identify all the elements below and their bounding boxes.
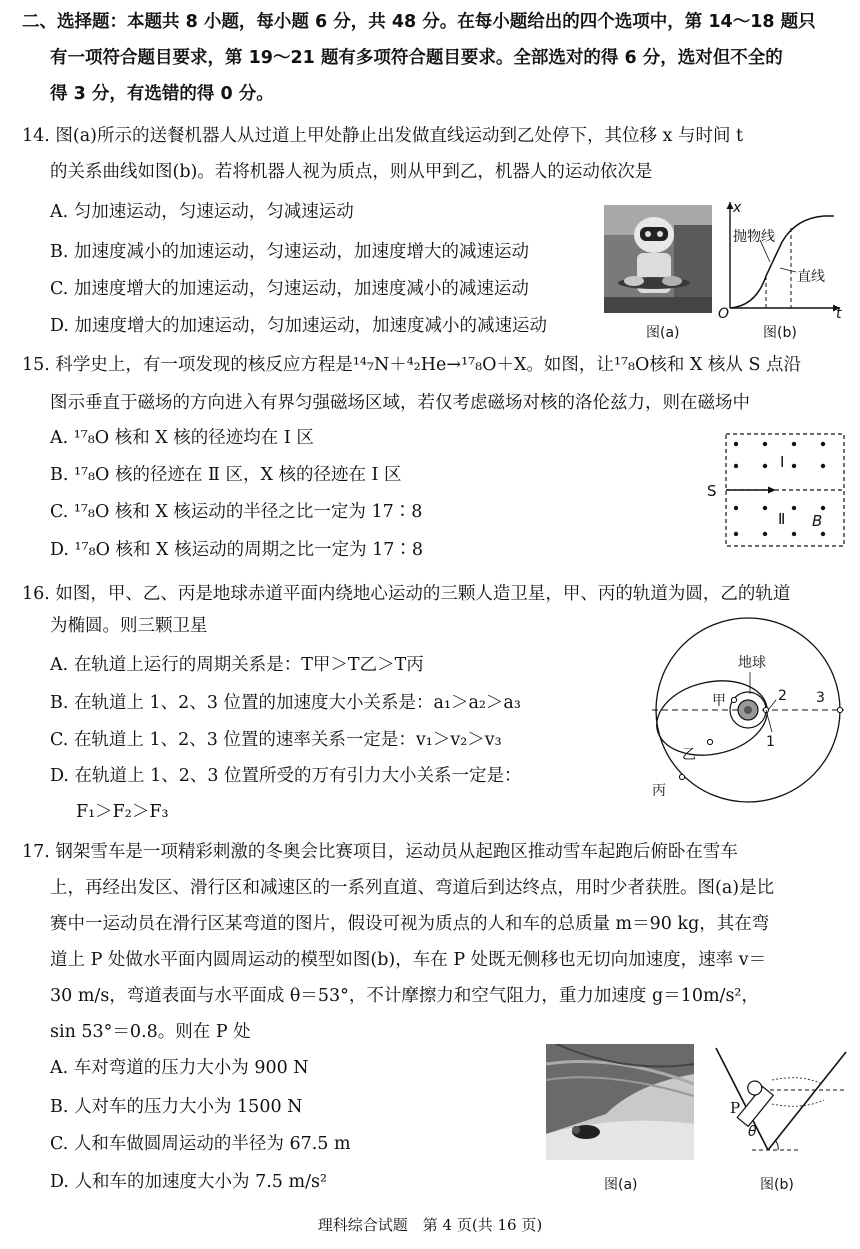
q17-stem-line6: sin 53°＝0.8。则在 P 处 — [50, 1022, 251, 1042]
q17-stem-line1: 17. 钢架雪车是一项精彩刺激的冬奥会比赛项目，运动员从起跑区推动雪车起跑后俯卧在雪车 — [22, 842, 738, 862]
q17-fig-a-caption: 图(a) — [604, 1177, 638, 1193]
q17-stem-line5: 30 m/s，弯道表面与水平面成 θ＝53°，不计摩擦力和空气阻力，重力加速度 g＝10m/s²， — [50, 986, 759, 1006]
satellite-yi-label: 乙 — [682, 747, 696, 763]
q14-stem-line1: 14. 图(a)所示的送餐机器人从过道上甲处静止出发做直线运动到乙处停下，其位移 x 与时间 t — [22, 126, 744, 146]
position-3-label: 3 — [816, 690, 825, 706]
q15-stem-part2: 。如图，让 — [526, 355, 614, 375]
angle-theta-label: θ — [748, 1124, 757, 1140]
page-footer: 理科综合试题 第 4 页(共 16 页) — [317, 1216, 543, 1234]
field-b-label: B — [812, 512, 823, 530]
position-2-label: 2 — [778, 688, 787, 704]
robot-photo-drawing — [604, 205, 712, 313]
q15-option-c: C. ¹⁷₈O 核和 X 核运动的半径之比一定为 17∶8 — [50, 502, 423, 522]
region-i-label: Ⅰ — [780, 453, 785, 471]
straight-line-label: 直线 — [797, 269, 825, 285]
q16-option-b: B. 在轨道上 1、2、3 位置的加速度大小关系是：a₁＞a₂＞a₃ — [50, 693, 521, 713]
q14-option-a: A. 匀加速运动，匀速运动，匀减速运动 — [50, 202, 354, 222]
satellite-bing-label: 丙 — [652, 783, 666, 799]
q17-option-c: C. 人和车做圆周运动的半径为 67.5 m — [50, 1134, 351, 1154]
point-p-label: P — [730, 1099, 741, 1117]
q15-option-a: A. ¹⁷₈O 核和 X 核的径迹均在 Ⅰ 区 — [50, 428, 314, 448]
q14-option-d: D. 加速度增大的加速运动，匀加速运动，加速度减小的减速运动 — [50, 316, 548, 336]
q17-fig-b-caption: 图(b) — [760, 1177, 794, 1193]
satellite-jia-label: 甲 — [712, 693, 726, 709]
q17-stem-line2: 上，再经出发区、滑行区和减速区的一系列直道、弯道后到达终点，用时少者获胜。图(a)是比 — [50, 878, 775, 898]
q14-stem-line2: 的关系曲线如图(b)。若将机器人视为质点，则从甲到乙，机器人的运动依次是 — [50, 162, 653, 182]
q15-stem-line1 — [22, 353, 801, 377]
section-instructions-line1: 二、选择题：本题共 8 小题，每小题 6 分，共 48 分。在每小题给出的四个选项中，第 14～18 题只 — [22, 12, 816, 32]
position-1-label: 1 — [766, 734, 775, 750]
q15-option-b: B. ¹⁷₈O 核的径迹在 Ⅱ 区，X 核的径迹在 Ⅰ 区 — [50, 465, 402, 485]
entry-point-s-label: S — [707, 482, 717, 500]
skeleton-track-drawing — [546, 1044, 694, 1160]
q17-stem-line3: 赛中一运动员在滑行区某弯道的图片，假设可视为质点的人和车的总质量 m＝90 kg，其在弯 — [50, 914, 770, 934]
q16-option-d-continued: F₁＞F₂＞F₃ — [76, 802, 169, 822]
magnetic-field-diagram — [704, 430, 850, 550]
nuclear-equation: ¹⁴₇N＋⁴₂He→¹⁷₈O＋X — [352, 355, 527, 375]
q14-fig-a-caption: 图(a) — [646, 325, 680, 341]
q15-option-d: D. ¹⁷₈O 核和 X 核运动的周期之比一定为 17∶8 — [50, 540, 424, 560]
q16-option-d: D. 在轨道上 1、2、3 位置所受的万有引力大小关系一定是： — [50, 766, 522, 786]
origin-label: O — [718, 306, 730, 322]
q16-option-c: C. 在轨道上 1、2、3 位置的速率关系一定是：v₁＞v₂＞v₃ — [50, 730, 502, 750]
t-axis-label: t — [836, 306, 842, 322]
q17-option-a: A. 车对弯道的压力大小为 900 N — [50, 1058, 309, 1078]
parabola-label: 抛物线 — [733, 229, 775, 245]
q15-stem-line2: 图示垂直于磁场的方向进入有界匀强磁场区域，若仅考虑磁场对核的洛伦兹力，则在磁场中 — [50, 393, 750, 413]
q17-option-d: D. 人和车的加速度大小为 7.5 m/s² — [50, 1172, 327, 1192]
q16-stem-line1: 16. 如图，甲、乙、丙是地球赤道平面内绕地心运动的三颗人造卫星，甲、丙的轨道为圆，乙的轨道 — [22, 584, 791, 604]
region-ii-label: Ⅱ — [778, 510, 786, 528]
skeleton-track-photo — [546, 1044, 694, 1160]
section-instructions-line3: 得 3 分，有选错的得 0 分。 — [50, 84, 274, 104]
q14-option-c: C. 加速度增大的加速运动，匀速运动，加速度减小的减速运动 — [50, 279, 529, 299]
q14-option-b: B. 加速度减小的加速运动，匀速运动，加速度增大的减速运动 — [50, 242, 529, 262]
satellite-orbit-diagram — [650, 612, 846, 808]
q16-option-a: A. 在轨道上运行的周期关系是：T甲＞T乙＞T丙 — [50, 655, 424, 675]
oxygen-nucleus-symbol: ¹⁷₈O — [613, 355, 650, 375]
robot-photo — [604, 205, 712, 313]
q17-stem-line4: 道上 P 处做水平面内圆周运动的模型如图(b)，车在 P 处既无侧移也无切向加速度，速率 v＝ — [50, 950, 767, 970]
x-axis-label-x: x — [733, 200, 742, 216]
q15-stem-part1: 15. 科学史上，有一项发现的核反应方程是 — [22, 355, 353, 375]
q17-option-b: B. 人对车的压力大小为 1500 N — [50, 1097, 303, 1117]
earth-label: 地球 — [738, 655, 766, 671]
q14-fig-b-caption: 图(b) — [763, 325, 797, 341]
q15-stem-part3: 核和 X 核从 S 点沿 — [649, 355, 802, 375]
q16-stem-line2: 为椭圆。则三颗卫星 — [50, 616, 208, 636]
section-instructions-line2: 有一项符合题目要求，第 19～21 题有多项符合题目要求。全部选对的得 6 分，选对但不全的 — [50, 48, 783, 68]
